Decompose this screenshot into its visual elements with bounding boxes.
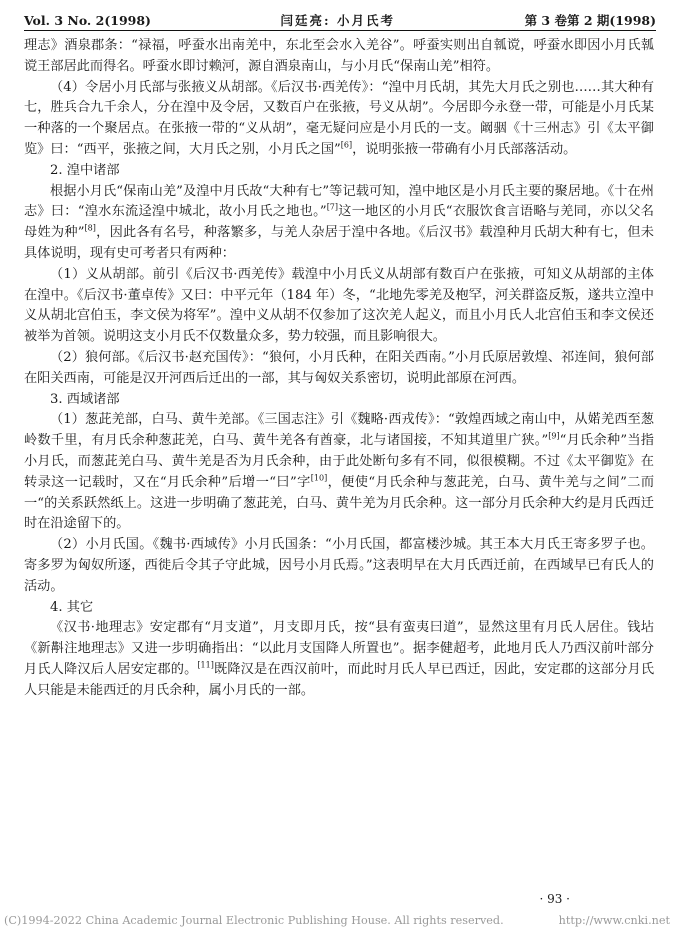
body-paragraph bbox=[24, 618, 654, 701]
text-run: ，便使“月氏余种与葱茈羌，白马、黄牛羌与之间”二而一“的关系跃然纸上。这进一步明确了葱茈羌，白马、黄牛羌为月氏余种。这一部分月氏余种大约是月氏西迁时在沿途留下的。 bbox=[24, 474, 655, 532]
page-number: · 93 · bbox=[539, 892, 570, 906]
text-run: 根据小月氏“保南山羌”及湟中月氏故“大种有七”等记载可知，湟中地区是小月氏主要的聚居地。《十在州志》曰：“湟水东流迳湟中城北，故小月氏之地也。” bbox=[24, 183, 654, 220]
body-paragraph bbox=[24, 182, 654, 265]
article-body bbox=[24, 36, 654, 702]
citation-ref: [8] bbox=[84, 223, 96, 233]
body-paragraph bbox=[24, 535, 654, 597]
text-run: 4. 其它 bbox=[50, 599, 94, 615]
header-volume-cn: 第 3 卷第 2 期(1998) bbox=[524, 13, 656, 28]
text-run: ，说明张掖一带确有小月氏部落活动。 bbox=[352, 141, 577, 157]
section-heading bbox=[24, 161, 654, 182]
copyright-notice: (C)1994-2022 China Academic Journal Electronic Publishing House. All rights reserved. bbox=[4, 914, 504, 927]
text-run: 《汉书·地理志》安定郡有“月支道”，月支即月氏，按“县有蛮夷曰道”，显然这里有月氏人居住。钱坫《新斠注地理志》又进一步明确指出：“以此月支国降人所置也”。据李健超考，此地月氏人乃西汉前叶部分月氏人降汉后人居安定郡的。 bbox=[24, 620, 654, 677]
body-paragraph bbox=[24, 348, 654, 390]
citation-ref: [11] bbox=[197, 660, 214, 670]
text-run: （1）葱茈羌部，白马、黄牛羌部。《三国志注》引《魏略·西戎传》：“敦煌西域之南山中，从婼羌西至葱岭数千里，有月氏余种葱茈羌，白马、黄牛羌各有酋豪，北与诸国接，不知其道里广狭。” bbox=[24, 412, 654, 449]
text-run: 3. 西域诸部 bbox=[50, 391, 120, 407]
body-paragraph bbox=[24, 78, 654, 161]
body-paragraph bbox=[24, 265, 654, 348]
citation-ref: [9] bbox=[548, 431, 560, 441]
body-paragraph bbox=[24, 410, 654, 535]
text-run: 既降汉是在西汉前叶，而此时月氏人早已西迁，因此，安定郡的这部分月氏人只能是未能西迁的月氏余种，属小月氏的一部。 bbox=[24, 661, 655, 698]
text-run: （1）义从胡部。前引《后汉书·西羌传》载湟中小月氏义从胡部有数百户在张掖，可知义从胡部的主体在湟中。《后汉书·董卓传》又曰：中平元年（184 年）冬，“北地先零羌及枹罕，河关群盗反叛，遂共立湟中义从胡北宫伯玉，李文侯为将军”。湟中义从胡不仅参加了这次羌人起义，而且小月氏人北宫伯玉和李文侯还被举为首领。说明这支小月氏不仅数量众多，势力较强，而且影响很大。 bbox=[24, 266, 654, 345]
text-run: 2. 湟中诸部 bbox=[50, 162, 120, 178]
running-header bbox=[24, 10, 656, 31]
text-run: ，因此各有名号，种落繁多，与羌人杂居于湟中各地。《后汉书》载湟种月氏胡大种有七，但未具体说明，现有史可考者只有两种： bbox=[24, 225, 654, 261]
body-paragraph bbox=[24, 36, 654, 78]
text-run: （2）小月氏国。《魏书·西域传》小月氏国条：“小月氏国，都富楼沙城。其王本大月氏王寄多罗子也。寄多罗为匈奴所逐，西徙后令其子守此城，因号小月氏焉。”这表明早在大月氏西迁前，在西域早已有氏人的活动。 bbox=[24, 537, 654, 594]
citation-ref: [10] bbox=[310, 473, 328, 483]
text-run: （2）狼何部。《后汉书·赵充国传》：“狼何，小月氏种，在阳关西南。”小月氏原居敦煌、祁连间，狼何部在阳关西南，可能是汉开河西后迁出的一部，其与匈奴关系密切，说明此部原在河西。 bbox=[24, 349, 654, 386]
copyright-footer bbox=[0, 914, 678, 936]
citation-ref: [7] bbox=[326, 202, 339, 212]
text-run: （4）令居小月氏部与张掖义从胡部。《后汉书·西羌传》：“湟中月氏胡，其先大月氏之别也……其大种有七，胜兵合九千余人，分在湟中及令居，又数百户在张掖，号义从胡”。今居即今永登一带，可能是小月氏某一种落的一个聚居点。在张掖一带的“义从胡”，毫无疑问应是小月氏的一支。阚骃《十三州志》引《太平御览》曰：“西平，张掖之间，大月氏之别，小月氏之国” bbox=[24, 79, 654, 157]
header-article-title: 闫廷亮: 小月氏考 bbox=[280, 13, 395, 28]
section-heading bbox=[24, 598, 654, 619]
cnki-link[interactable]: http://www.cnki.net bbox=[558, 914, 670, 927]
header-volume-en: Vol. 3 No. 2(1998) bbox=[24, 12, 151, 28]
citation-ref: [6] bbox=[340, 140, 353, 150]
text-run: “月氏余种”当指小月氏，而葱茈羌白马、黄牛羌是否为月氏余种，由于此处断句多有不同，似很模糊。不过《太平御览》在转录这一记载时，又在“月氏余种”后增一“曰”字 bbox=[24, 433, 654, 490]
text-run: 这一地区的小月氏“衣服饮食言语略与羌同，亦以父名母姓为种” bbox=[24, 204, 654, 241]
section-heading bbox=[24, 390, 654, 411]
text-run: 理志》酒泉郡条：“禄福，呼蚕水出南羌中，东北至会水入羌谷”。呼蚕实则出自瓡谠，呼蚕水即因小月氏瓡谠王部居此而得名。呼蚕水即讨赖河，源自酒泉南山，与小月氏“保南山羌”相符。 bbox=[24, 38, 654, 74]
